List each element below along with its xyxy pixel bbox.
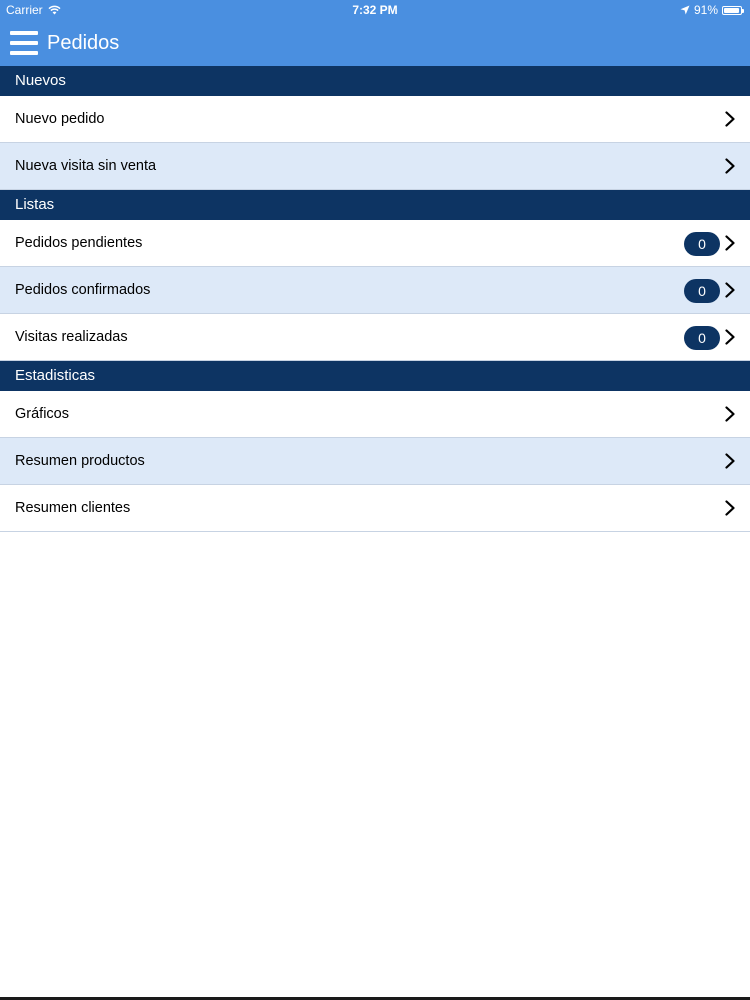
list-item-label: Pedidos pendientes — [15, 235, 143, 251]
section-header-listas: Listas — [0, 190, 750, 220]
chevron-right-icon — [722, 282, 738, 298]
list-item-label: Visitas realizadas — [15, 329, 128, 345]
chevron-right-icon — [722, 329, 738, 345]
count-badge: 0 — [684, 279, 720, 303]
list-item-label: Nueva visita sin venta — [15, 158, 157, 174]
section-header-estadisticas: Estadisticas — [0, 361, 750, 391]
status-right — [680, 3, 742, 17]
list-item-visitas-realizadas[interactable] — [0, 314, 750, 361]
list-item-label: Pedidos confirmados — [15, 282, 151, 298]
list-item-graficos[interactable] — [0, 391, 750, 438]
list-item-pedidos-confirmados[interactable] — [0, 267, 750, 314]
chevron-right-icon — [722, 235, 738, 251]
chevron-right-icon — [722, 111, 738, 127]
list-item-label: Resumen clientes — [15, 500, 131, 516]
menu-line — [10, 41, 38, 45]
battery-icon — [722, 6, 742, 15]
count-badge: 0 — [684, 326, 720, 350]
list-item-resumen-productos[interactable] — [0, 438, 750, 485]
battery-percent: 91% — [693, 3, 718, 17]
location-arrow-icon — [680, 5, 690, 15]
list-item-resumen-clientes[interactable] — [0, 485, 750, 532]
list-item-nueva-visita[interactable] — [0, 143, 750, 190]
list-item-nuevo-pedido[interactable] — [0, 96, 750, 143]
carrier-label: Carrier — [6, 3, 43, 17]
page-title: Pedidos — [47, 32, 120, 54]
chevron-right-icon — [722, 500, 738, 516]
status-bar — [0, 0, 750, 20]
list-item-label: Nuevo pedido — [15, 111, 105, 127]
chevron-right-icon — [722, 158, 738, 174]
status-time: 7:32 PM — [352, 3, 398, 17]
list-item-label: Gráficos — [15, 406, 69, 422]
navigation-bar — [0, 20, 750, 66]
chevron-right-icon — [722, 453, 738, 469]
hamburger-menu-icon[interactable] — [10, 31, 38, 55]
menu-line — [10, 51, 38, 55]
list-item-label: Resumen productos — [15, 453, 145, 469]
battery-level — [724, 8, 739, 13]
chevron-right-icon — [722, 406, 738, 422]
section-header-nuevos: Nuevos — [0, 66, 750, 96]
list-item-pedidos-pendientes[interactable] — [0, 220, 750, 267]
count-badge: 0 — [684, 232, 720, 256]
menu-line — [10, 31, 38, 35]
menu-list — [0, 66, 750, 532]
